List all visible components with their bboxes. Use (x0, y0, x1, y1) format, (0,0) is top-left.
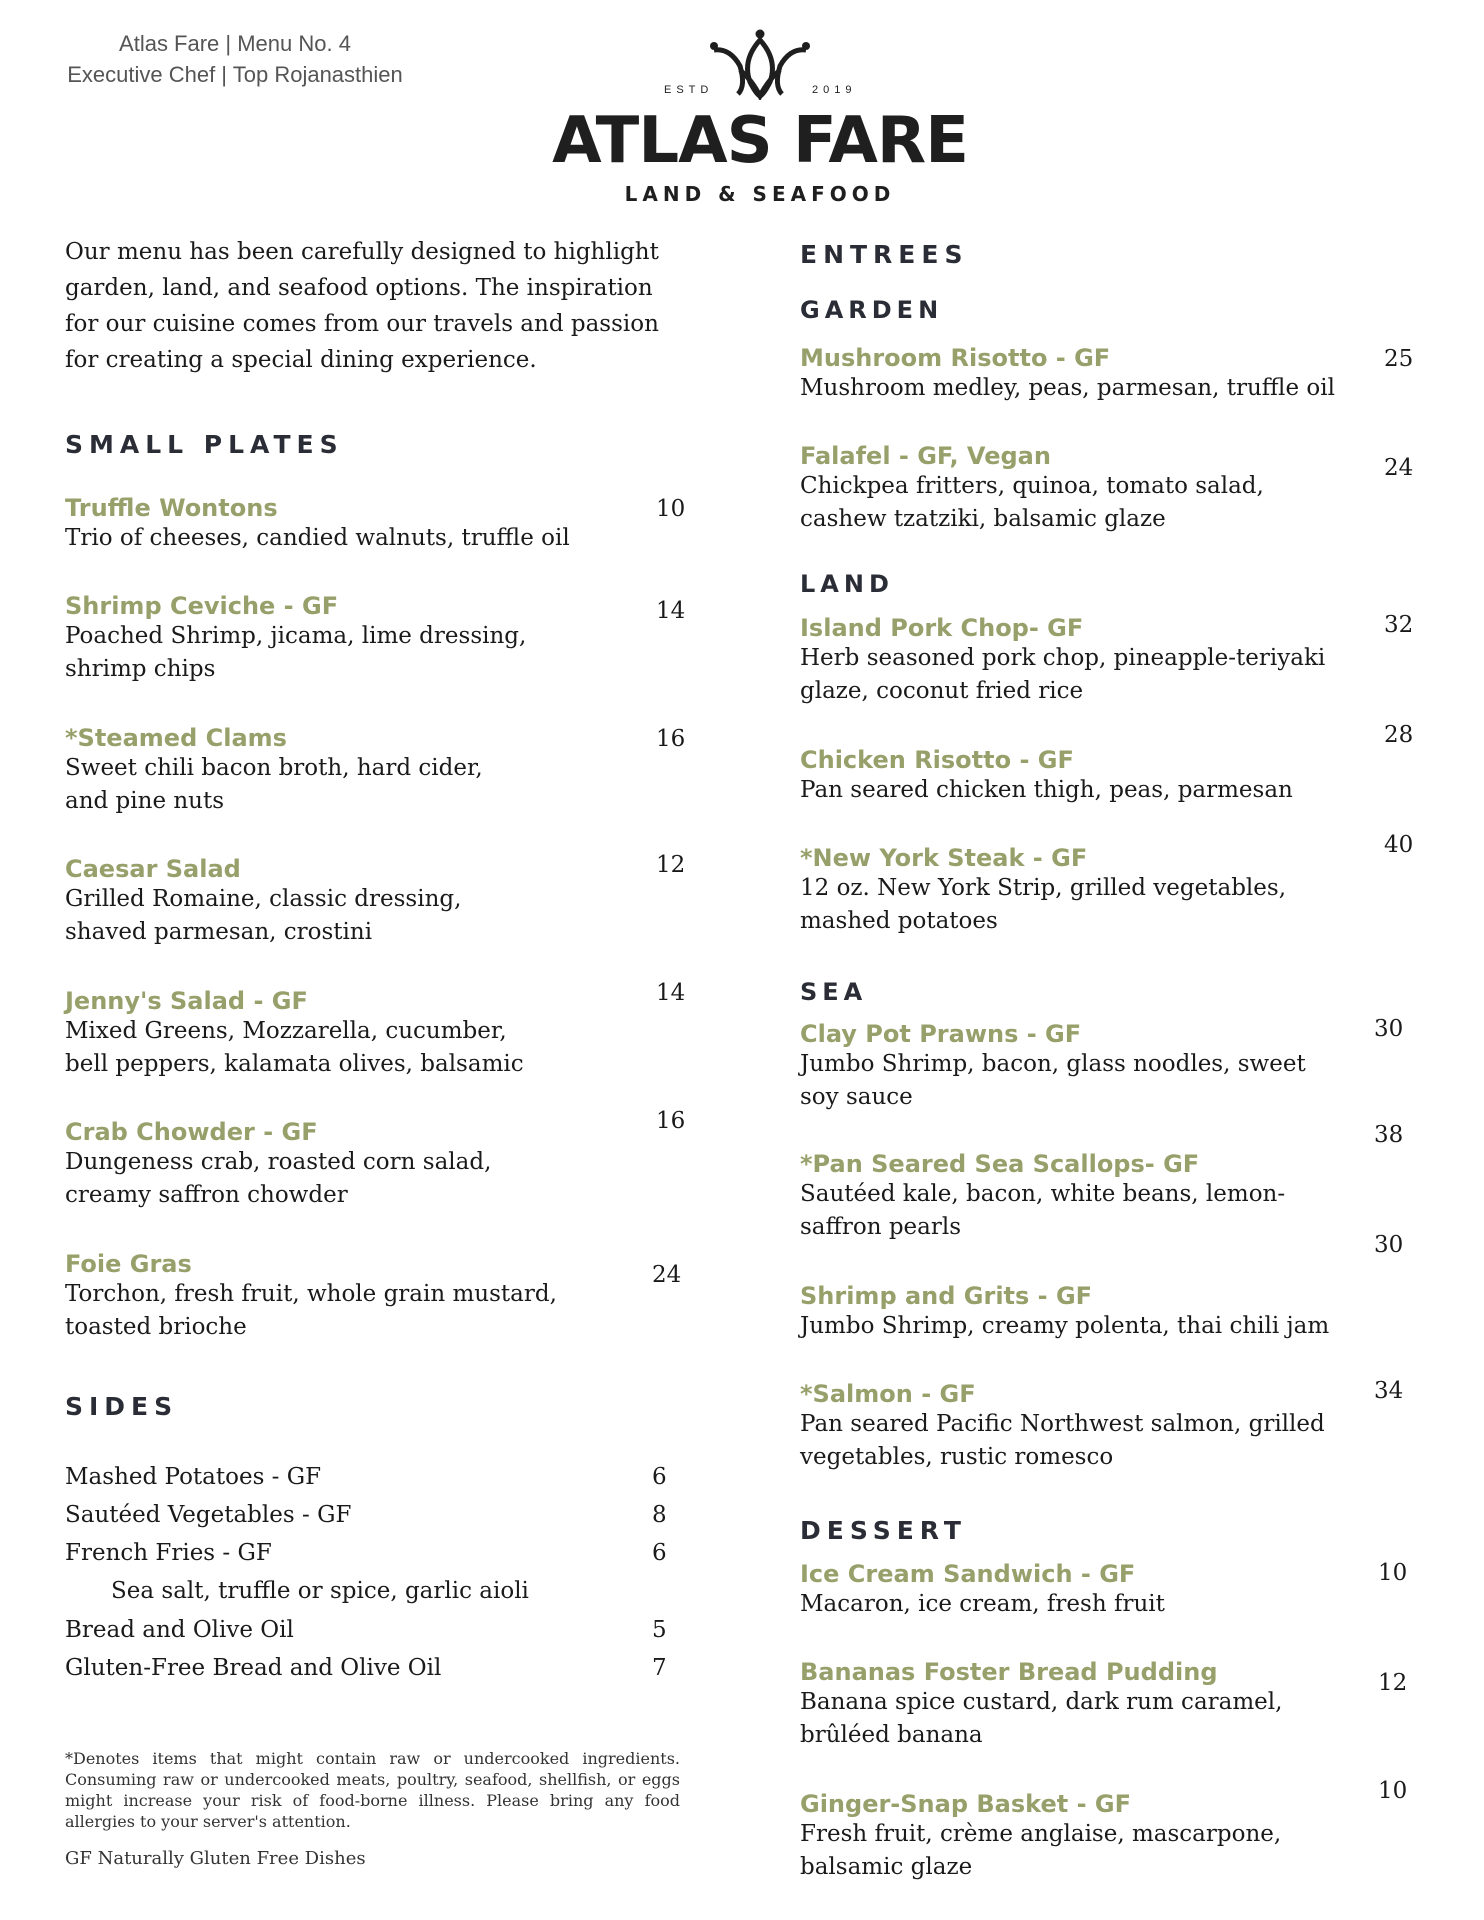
item-name: Shrimp Ceviche - GF (65, 592, 339, 620)
item-desc: shaved parmesan, crostini (65, 919, 373, 945)
item-desc: Chickpea fritters, quinoa, tomato salad, (800, 473, 1264, 499)
item-name: Truffle Wontons (65, 494, 278, 522)
side-item: Gluten-Free Bread and Olive Oil (65, 1655, 442, 1681)
item-desc: toasted brioche (65, 1314, 247, 1340)
item-desc: 12 oz. New York Strip, grilled vegetables, (800, 875, 1286, 901)
item-desc: Sautéed kale, bacon, white beans, lemon- (800, 1181, 1286, 1207)
entree-item (800, 844, 1360, 938)
item-price: 28 (1384, 722, 1414, 748)
item-price: 24 (652, 1262, 682, 1288)
item-desc: glaze, coconut fried rice (800, 678, 1084, 704)
item-name: Foie Gras (65, 1250, 192, 1278)
item-desc: shrimp chips (65, 656, 216, 682)
item-price: 32 (1384, 612, 1414, 638)
item-desc: Dungeness crab, roasted corn salad, (65, 1149, 492, 1175)
small-plate-item (65, 724, 685, 818)
item-name: Bananas Foster Bread Pudding (800, 1658, 1218, 1686)
raw-food-disclaimer: *Denotes items that might contain raw or undercooked ingredients. Consuming raw or undercooked meats, poultry, seafood, shellfish, or eggs might increase your risk of food-borne illness. Please bring any food allergies to your server's attention. (65, 1749, 680, 1831)
small-plate-item (65, 1118, 685, 1212)
item-name: *New York Steak - GF (800, 844, 1088, 872)
item-price: 30 (1374, 1016, 1404, 1042)
small-plate-item (65, 494, 685, 555)
item-desc: Mushroom medley, peas, parmesan, truffle oil (800, 375, 1335, 401)
item-price: 14 (656, 980, 686, 1006)
item-desc: Grilled Romaine, classic dressing, (65, 886, 462, 912)
item-price: 25 (1384, 346, 1414, 372)
item-desc: Trio of cheeses, candied walnuts, truffle oil (65, 525, 570, 551)
item-name: Crab Chowder - GF (65, 1118, 318, 1146)
brand-logo (540, 26, 980, 206)
item-price: 30 (1374, 1232, 1404, 1258)
small-plate-item (65, 592, 685, 686)
item-price: 34 (1374, 1378, 1404, 1404)
item-desc: soy sauce (800, 1084, 913, 1110)
item-name: Island Pork Chop- GF (800, 614, 1084, 642)
item-desc: and pine nuts (65, 788, 225, 814)
item-name: Falafel - GF, Vegan (800, 442, 1051, 470)
item-desc: brûléed banana (800, 1722, 983, 1748)
item-desc: creamy saffron chowder (65, 1182, 348, 1208)
menu-header (40, 28, 430, 90)
item-name: *Pan Seared Sea Scallops- GF (800, 1150, 1200, 1178)
gf-legend: GF Naturally Gluten Free Dishes (65, 1848, 366, 1869)
side-price: 6 (652, 1464, 667, 1490)
side-price: 8 (652, 1502, 667, 1528)
item-desc: saffron pearls (800, 1214, 962, 1240)
item-price: 38 (1374, 1122, 1404, 1148)
side-item: Bread and Olive Oil (65, 1617, 294, 1643)
brand-tagline: LAND & SEAFOOD (624, 182, 896, 206)
entree-item (800, 344, 1360, 405)
menu-intro: Our menu has been carefully designed to highlight garden, land, and seafood options. The inspiration for our cuisine comes from our travels and passion for creating a special dining experience. (65, 239, 659, 373)
side-price: 5 (652, 1617, 667, 1643)
item-desc: Banana spice custard, dark rum caramel, (800, 1689, 1283, 1715)
item-desc: Jumbo Shrimp, creamy polenta, thai chili jam (800, 1313, 1330, 1339)
small-plate-item (65, 987, 685, 1081)
item-price: 40 (1384, 832, 1414, 858)
side-item: French Fries - GF (65, 1540, 272, 1566)
entree-item (800, 746, 1360, 807)
item-desc: Poached Shrimp, jicama, lime dressing, (65, 623, 527, 649)
item-desc: Macaron, ice cream, fresh fruit (800, 1591, 1165, 1617)
side-price: 6 (652, 1540, 667, 1566)
small-plate-item (65, 1250, 685, 1344)
item-name: Shrimp and Grits - GF (800, 1282, 1093, 1310)
item-name: Ginger-Snap Basket - GF (800, 1790, 1131, 1818)
dessert-item (800, 1658, 1360, 1752)
small-plates-heading: SMALL PLATES (65, 430, 344, 459)
item-price: 24 (1384, 455, 1414, 481)
dessert-item (800, 1560, 1360, 1621)
chef-credit: Executive Chef | Top Rojanasthien (67, 62, 403, 87)
estd-label: ESTD (664, 84, 714, 96)
entree-item (800, 442, 1360, 536)
item-name: Chicken Risotto - GF (800, 746, 1074, 774)
item-desc: Pan seared chicken thigh, peas, parmesan (800, 777, 1293, 803)
item-name: *Salmon - GF (800, 1380, 976, 1408)
entree-item (800, 614, 1360, 708)
item-price: 10 (1378, 1778, 1408, 1804)
crown-icon (700, 26, 820, 100)
item-name: Jenny's Salad - GF (65, 987, 308, 1015)
entrees-heading: ENTREES (800, 240, 969, 269)
small-plate-item (65, 855, 685, 949)
item-name: Mushroom Risotto - GF (800, 344, 1111, 372)
item-name: Caesar Salad (65, 855, 241, 883)
side-item-note: Sea salt, truffle or spice, garlic aioli (111, 1578, 529, 1604)
entree-item (800, 1020, 1360, 1114)
item-desc: balsamic glaze (800, 1854, 973, 1880)
side-item: Mashed Potatoes - GF (65, 1464, 322, 1490)
item-price: 10 (656, 496, 686, 522)
item-desc: Jumbo Shrimp, bacon, glass noodles, sweet (800, 1051, 1306, 1077)
item-desc: Mixed Greens, Mozzarella, cucumber, (65, 1018, 507, 1044)
item-name: Ice Cream Sandwich - GF (800, 1560, 1136, 1588)
item-desc: bell peppers, kalamata olives, balsamic (65, 1051, 524, 1077)
item-desc: Sweet chili bacon broth, hard cider, (65, 755, 483, 781)
sides-heading: SIDES (65, 1392, 179, 1421)
item-desc: Pan seared Pacific Northwest salmon, grilled (800, 1411, 1325, 1437)
dessert-item (800, 1790, 1360, 1884)
item-name: *Steamed Clams (65, 724, 287, 752)
side-item: Sautéed Vegetables - GF (65, 1502, 352, 1528)
menu-number: Atlas Fare | Menu No. 4 (119, 31, 351, 56)
entree-item (800, 1150, 1360, 1244)
side-price: 7 (652, 1655, 667, 1681)
brand-name: ATLAS FARE (552, 104, 968, 178)
sea-heading: SEA (800, 978, 868, 1006)
item-price: 10 (1378, 1560, 1408, 1586)
item-price: 12 (1378, 1670, 1408, 1696)
garden-heading: GARDEN (800, 296, 944, 324)
item-desc: mashed potatoes (800, 908, 998, 934)
land-heading: LAND (800, 570, 894, 598)
item-desc: Fresh fruit, crème anglaise, mascarpone, (800, 1821, 1282, 1847)
item-price: 16 (656, 1108, 686, 1134)
item-price: 12 (656, 852, 686, 878)
item-desc: Herb seasoned pork chop, pineapple-teriyaki (800, 645, 1326, 671)
item-desc: cashew tzatziki, balsamic glaze (800, 506, 1166, 532)
entree-item (800, 1380, 1360, 1474)
estd-year: 2019 (812, 84, 857, 96)
item-price: 16 (656, 726, 686, 752)
item-desc: vegetables, rustic romesco (800, 1444, 1114, 1470)
dessert-heading: DESSERT (800, 1516, 967, 1545)
item-price: 14 (656, 598, 686, 624)
item-desc: Torchon, fresh fruit, whole grain mustard, (65, 1281, 557, 1307)
entree-item (800, 1282, 1360, 1343)
item-name: Clay Pot Prawns - GF (800, 1020, 1082, 1048)
